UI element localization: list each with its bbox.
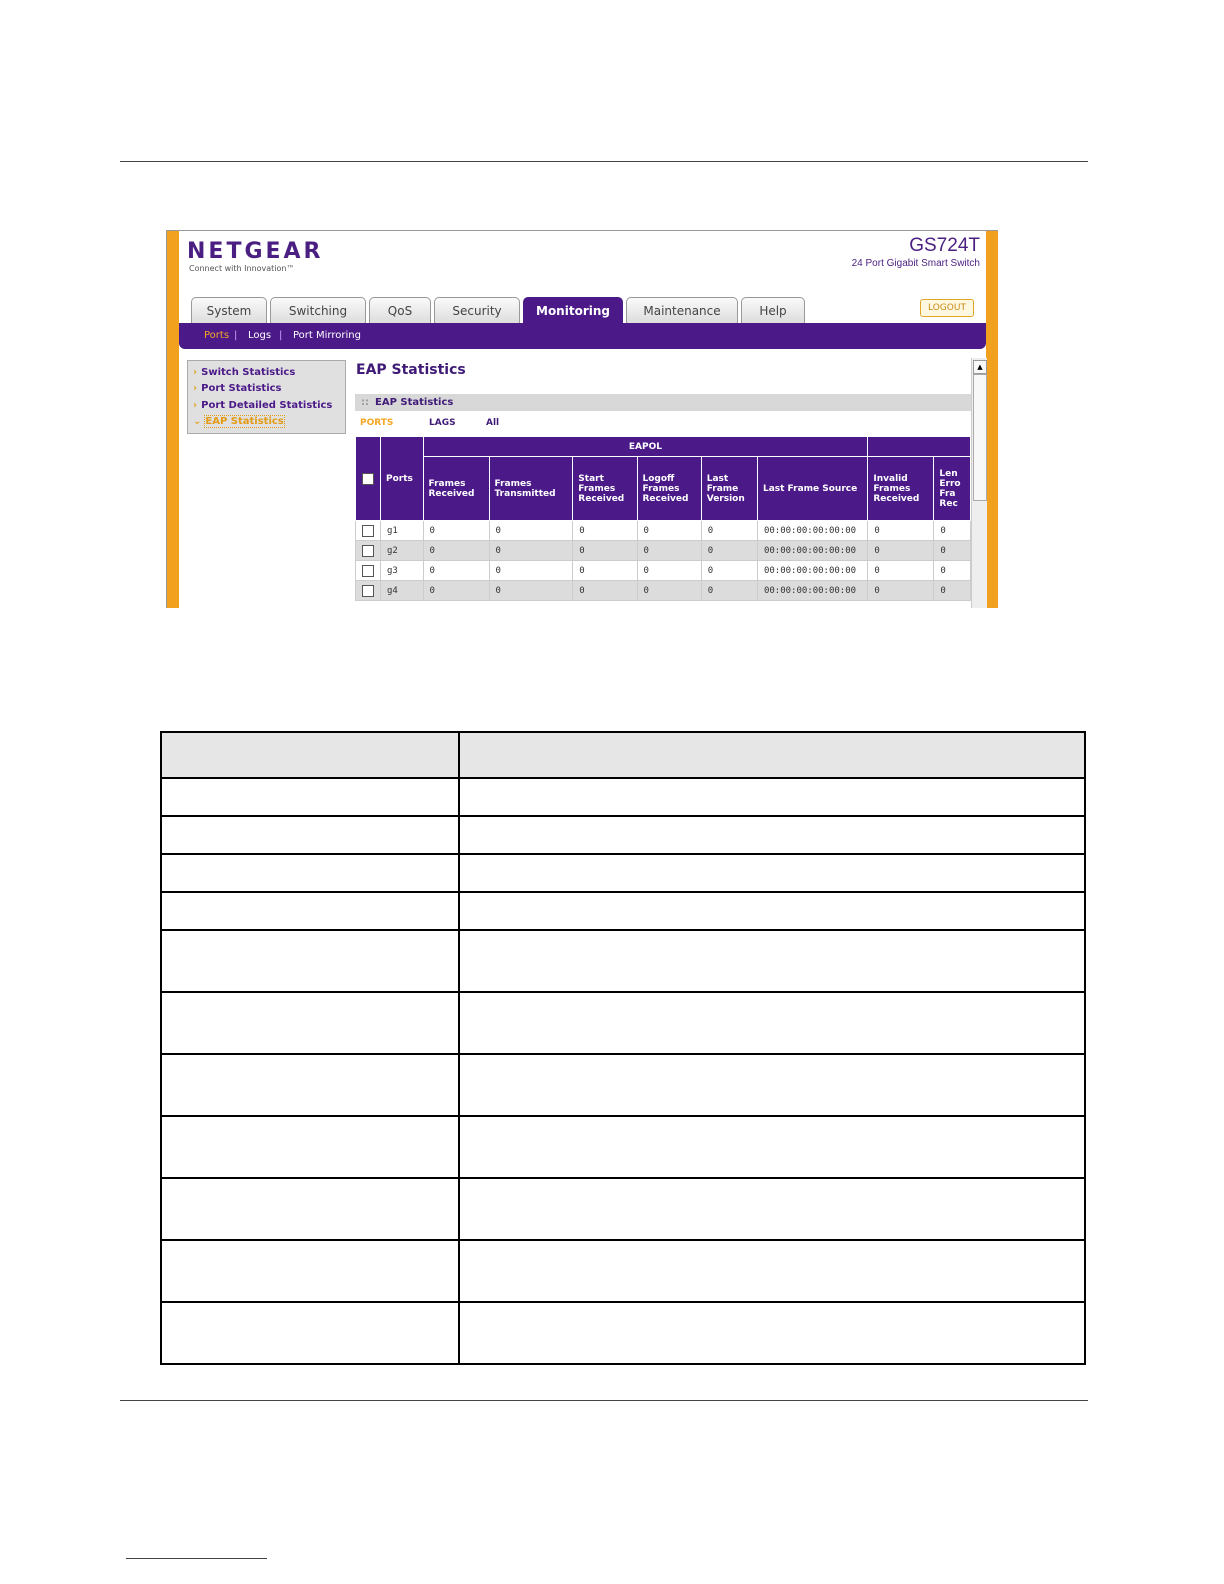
menu-item-switch-statistics[interactable]: › Switch Statistics <box>193 367 296 378</box>
description-cell <box>459 1302 1085 1364</box>
table-cell: 0 <box>423 541 489 561</box>
table-cell: 0 <box>573 581 637 601</box>
top-rule <box>120 161 1088 162</box>
table-cell: 00:00:00:00:00:00 <box>757 561 867 581</box>
drag-handle-icon: :: <box>361 397 369 408</box>
field-cell <box>161 1116 459 1178</box>
port-cell: g4 <box>381 581 424 601</box>
table-row <box>356 581 971 601</box>
column-header: Frames Received <box>423 457 489 521</box>
menu-item-port-statistics[interactable]: › Port Statistics <box>193 383 282 394</box>
vertical-scrollbar[interactable] <box>971 358 987 608</box>
column-header: Start Frames Received <box>573 457 637 521</box>
subnav-separator: | <box>279 330 283 341</box>
port-cell: g1 <box>381 521 424 541</box>
menu-item-eap-statistics[interactable]: ⌄ EAP Statistics <box>193 416 284 427</box>
table-cell: 0 <box>573 541 637 561</box>
field-cell <box>161 992 459 1054</box>
table-cell: 00:00:00:00:00:00 <box>757 521 867 541</box>
field-cell <box>161 816 459 854</box>
tab-qos[interactable]: QoS <box>369 297 431 323</box>
description-cell <box>459 930 1085 992</box>
description-cell <box>459 992 1085 1054</box>
field-cell <box>161 892 459 930</box>
description-table-header <box>161 732 1085 778</box>
description-table-row <box>161 1240 1085 1302</box>
table-cell: 0 <box>637 561 701 581</box>
row-checkbox[interactable] <box>362 525 374 537</box>
table-cell: 0 <box>934 521 971 541</box>
row-checkbox[interactable] <box>362 545 374 557</box>
row-checkbox[interactable] <box>362 585 374 597</box>
column-header: Frames Transmitted <box>489 457 573 521</box>
description-cell <box>459 1054 1085 1116</box>
table-cell: 0 <box>573 561 637 581</box>
description-table-row <box>161 854 1085 892</box>
description-table-row <box>161 992 1085 1054</box>
chevron-right-icon: › <box>193 400 198 411</box>
table-cell: 0 <box>934 541 971 561</box>
eapol-group-header: EAPOL <box>423 437 868 457</box>
scroll-up-icon[interactable]: ▲ <box>973 360 987 374</box>
description-table-row <box>161 1302 1085 1364</box>
left-border <box>167 231 179 608</box>
right-border <box>986 231 998 608</box>
description-cell <box>459 732 1085 778</box>
footnote-rule <box>126 1558 267 1559</box>
table-cell: 00:00:00:00:00:00 <box>757 541 867 561</box>
subnav-ports[interactable]: Ports <box>204 330 230 341</box>
description-table-row <box>161 1054 1085 1116</box>
description-table-row <box>161 1116 1085 1178</box>
table-cell: 0 <box>701 561 757 581</box>
field-cell <box>161 854 459 892</box>
section-header: :: EAP Statistics <box>355 394 971 411</box>
chevron-right-icon: › <box>193 367 198 378</box>
scrollbar-thumb[interactable] <box>973 374 987 501</box>
table-cell: 0 <box>637 521 701 541</box>
tab-switching[interactable]: Switching <box>270 297 366 323</box>
table-cell: 0 <box>489 561 573 581</box>
description-cell <box>459 1240 1085 1302</box>
table-cell: 0 <box>637 581 701 601</box>
description-cell <box>459 892 1085 930</box>
table-cell: 0 <box>701 521 757 541</box>
table-cell: 0 <box>868 581 934 601</box>
column-header: Logoff Frames Received <box>637 457 701 521</box>
field-cell <box>161 1178 459 1240</box>
field-cell <box>161 1302 459 1364</box>
netgear-logo: NETGEAR <box>187 239 324 264</box>
select-all-header <box>356 437 381 521</box>
field-cell <box>161 1240 459 1302</box>
eap-statistics-table <box>355 436 971 601</box>
chevron-down-icon: ⌄ <box>193 416 202 427</box>
tab-security[interactable]: Security <box>434 297 520 323</box>
table-cell: 0 <box>423 581 489 601</box>
model-name: GS724T <box>909 235 980 256</box>
logout-button[interactable]: LOGOUT <box>920 299 974 317</box>
column-header: Last Frame Source <box>757 457 867 521</box>
tab-maintenance[interactable]: Maintenance <box>626 297 738 323</box>
description-table-row <box>161 892 1085 930</box>
description-cell <box>459 778 1085 816</box>
table-cell: 0 <box>868 521 934 541</box>
description-table-row <box>161 1178 1085 1240</box>
description-cell <box>459 816 1085 854</box>
description-table <box>160 731 1086 1365</box>
table-cell: 0 <box>423 561 489 581</box>
column-header: Last Frame Version <box>701 457 757 521</box>
field-cell <box>161 930 459 992</box>
page-title: EAP Statistics <box>356 362 466 378</box>
table-cell: 0 <box>934 581 971 601</box>
field-cell <box>161 1054 459 1116</box>
ports-header: Ports <box>381 437 424 521</box>
subnav-logs[interactable]: Logs <box>248 330 272 341</box>
tagline: Connect with Innovation™ <box>189 264 295 273</box>
tab-monitoring[interactable]: Monitoring <box>523 297 623 323</box>
port-cell: g2 <box>381 541 424 561</box>
description-cell <box>459 854 1085 892</box>
port-cell: g3 <box>381 561 424 581</box>
table-cell: 0 <box>489 521 573 541</box>
column-header: Invalid Frames Received <box>868 457 934 521</box>
table-cell: 0 <box>423 521 489 541</box>
chevron-right-icon: › <box>193 383 198 394</box>
table-cell: 0 <box>637 541 701 561</box>
field-cell <box>161 732 459 778</box>
subnav-separator: | <box>234 330 238 341</box>
table-cell: 0 <box>489 581 573 601</box>
select-all-checkbox[interactable] <box>362 473 374 485</box>
description-cell <box>459 1116 1085 1178</box>
table-cell: 0 <box>573 521 637 541</box>
blank-group-header <box>868 437 971 457</box>
sub-navigation <box>179 323 986 349</box>
table-row <box>356 541 971 561</box>
eap-table-wrapper <box>355 436 971 601</box>
screenshot <box>166 230 998 608</box>
table-cell: 0 <box>489 541 573 561</box>
table-cell: 0 <box>934 561 971 581</box>
table-cell: 0 <box>701 541 757 561</box>
field-cell <box>161 778 459 816</box>
side-menu <box>187 360 346 434</box>
filter-all[interactable]: All <box>486 418 500 428</box>
description-table-row <box>161 816 1085 854</box>
table-row <box>356 561 971 581</box>
table-row <box>356 521 971 541</box>
column-header: Len Erro Fra Rec <box>934 457 971 521</box>
subnav-port-mirroring[interactable]: Port Mirroring <box>293 330 361 341</box>
row-checkbox[interactable] <box>362 565 374 577</box>
table-cell: 0 <box>868 561 934 581</box>
tab-system[interactable]: System <box>191 297 267 323</box>
description-table-row <box>161 930 1085 992</box>
table-cell: 0 <box>868 541 934 561</box>
filter-lags[interactable]: LAGS <box>429 418 456 428</box>
tab-help[interactable]: Help <box>741 297 805 323</box>
table-cell: 00:00:00:00:00:00 <box>757 581 867 601</box>
filter-ports[interactable]: PORTS <box>360 418 394 428</box>
model-description: 24 Port Gigabit Smart Switch <box>851 258 980 269</box>
table-cell: 0 <box>701 581 757 601</box>
description-table-row <box>161 778 1085 816</box>
menu-item-port-detailed-statistics[interactable]: › Port Detailed Statistics <box>193 400 333 411</box>
bottom-rule <box>120 1400 1088 1401</box>
description-cell <box>459 1178 1085 1240</box>
